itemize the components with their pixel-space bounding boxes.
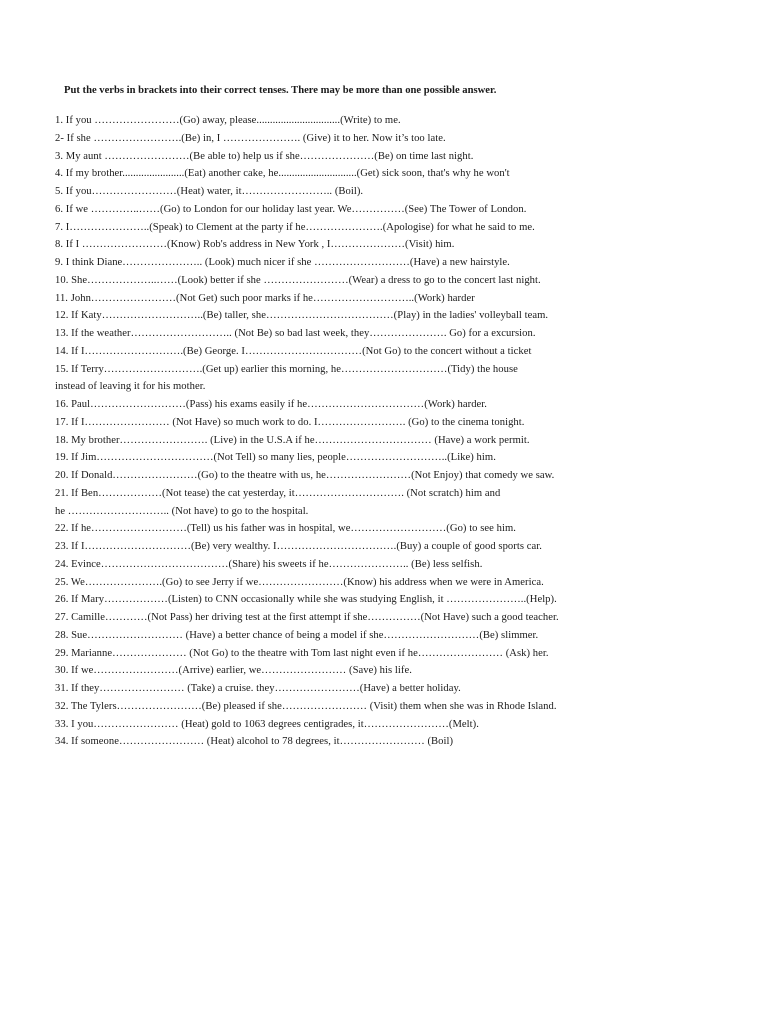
exercise-item-3: 3. My aunt ……………………(Be able to) help us if she…………………(Be) on time last night.: [55, 150, 474, 162]
exercise-item-6: 6. If we …………..……(Go) to London for our holiday last year. We……………(See) The Tower of London.: [55, 203, 527, 215]
exercise-item-21: 21. If Ben………………(Not tease) the cat yesterday, it…………………………. (Not scratch) him and: [55, 487, 501, 499]
exercise-item-31: 31. If they…………………… (Take) a cruise. they……………………(Have) a better holiday.: [55, 683, 461, 694]
exercise-item-21-continued: he ……………………….. (Not have) to go to the hospital.: [55, 505, 309, 517]
exercise-item-15: 15. If Terry……………………….(Get up) earlier this morning, he…………………………(Tidy) the house: [55, 363, 518, 375]
exercise-item-24: 24. Evince………………………………(Share) his sweets if he………………….. (Be) less selfish.: [55, 558, 483, 570]
exercise-item-34: 34. If someone…………………… (Heat) alcohol to 78 degrees, it…………………… (Boil): [55, 736, 454, 748]
exercise-item-26: 26. If Mary………………(Listen) to CNN occasionally while she was studying English, it …………………..(Help).: [55, 594, 557, 606]
exercise-item-16: 16. Paul………………………(Pass) his exams easily if he……………………………(Work) harder.: [55, 399, 487, 410]
exercise-item-14: 14. If I……………………….(Be) George. I……………………………(Not Go) to the concert without a ticket: [55, 345, 532, 357]
exercise-item-18: 18. My brother……………………. (Live) in the U.S.A if he…………………………… (Have) a work permit.: [55, 434, 530, 446]
exercise-item-29: 29. Marianne………………… (Not Go) to the theatre with Tom last night even if he…………………… (Ask) her.: [55, 647, 549, 659]
exercise-item-9: 9. I think Diane………………….. (Look) much nicer if she ………………………(Have) a new hairstyle.: [55, 257, 510, 268]
exercise-item-30: 30. If we……………………(Arrive) earlier, we…………………… (Save) his life.: [55, 665, 412, 677]
exercise-item-19: 19. If Jim……………………………(Not Tell) so many lies, people………………………..(Like) him.: [55, 452, 496, 464]
exercise-item-25: 25. We………………….(Go) to see Jerry if we……………………(Know) his address when we were in America.: [55, 576, 544, 588]
exercise-item-10: 10. She………………..……(Look) better if she ……………………(Wear) a dress to go to the concert last night.: [55, 274, 541, 286]
exercise-list: [55, 112, 735, 751]
exercise-item-23: 23. If I…………………………(Be) very wealthy. I…………………………….(Buy) a couple of good sports car.: [55, 541, 542, 552]
exercise-item-28: 28. Sue……………………… (Have) a better chance of being a model if she………………………(Be) slimmer.: [55, 629, 539, 641]
exercise-item-5: 5. If you……………………(Heat) water, it…………………….. (Boil).: [55, 186, 364, 197]
exercise-item-2: 2- If she …………………….(Be) in, I …………………. (Give) it to her. Now it’s too late.: [55, 132, 446, 144]
exercise-item-15-continued: instead of leaving it for his mother.: [55, 381, 206, 393]
exercise-item-17: 17. If I…………………… (Not Have) so much work to do. I……………………. (Go) to the cinema tonight.: [55, 416, 525, 428]
exercise-item-33: 33. I you…………………… (Heat) gold to 1063 degrees centigrades, it……………………(Melt).: [55, 718, 479, 730]
exercise-item-1: 1. If you ……………………(Go) away, please...............................(Write) to me.: [55, 115, 401, 126]
exercise-item-11: 11. John……………………(Not Get) such poor marks if he………………………..(Work) harder: [55, 292, 475, 304]
exercise-item-8: 8. If I ……………………(Know) Rob's address in New York , I…………………(Visit) him.: [55, 239, 455, 251]
exercise-item-12: 12. If Katy………………………..(Be) taller, she………………………………(Play) in the ladies' volleyball team.: [55, 310, 549, 322]
exercise-item-27: 27. Camille…………(Not Pass) her driving test at the first attempt if she……………(Not Have) such a good teacher.: [55, 612, 559, 623]
exercise-item-22: 22. If he………………………(Tell) us his father was in hospital, we………………………(Go) to see him.: [55, 523, 516, 535]
exercise-item-32: 32. The Tylers……………………(Be) pleased if she…………………… (Visit) them when she was in Rhode Island.: [55, 700, 557, 712]
instructions-heading: Put the verbs in brackets into their correct tenses. There may be more than one possible answer.: [64, 85, 497, 96]
exercise-item-7: 7. I…………………..(Speak) to Clement at the party if he………………….(Apologise) for what he said to me.: [55, 221, 535, 233]
exercise-item-13: 13. If the weather……………………….. (Not Be) so bad last week, they…………………. Go) for a excursion.: [55, 328, 536, 339]
exercise-item-20: 20. If Donald……………………(Go) to the theatre with us, he……………………(Not Enjoy) that comedy we saw.: [55, 470, 555, 481]
exercise-item-4: 4. If my brother.......................(Eat) another cake, he.............................(Get) sick soon, that's why he won't: [55, 168, 510, 180]
